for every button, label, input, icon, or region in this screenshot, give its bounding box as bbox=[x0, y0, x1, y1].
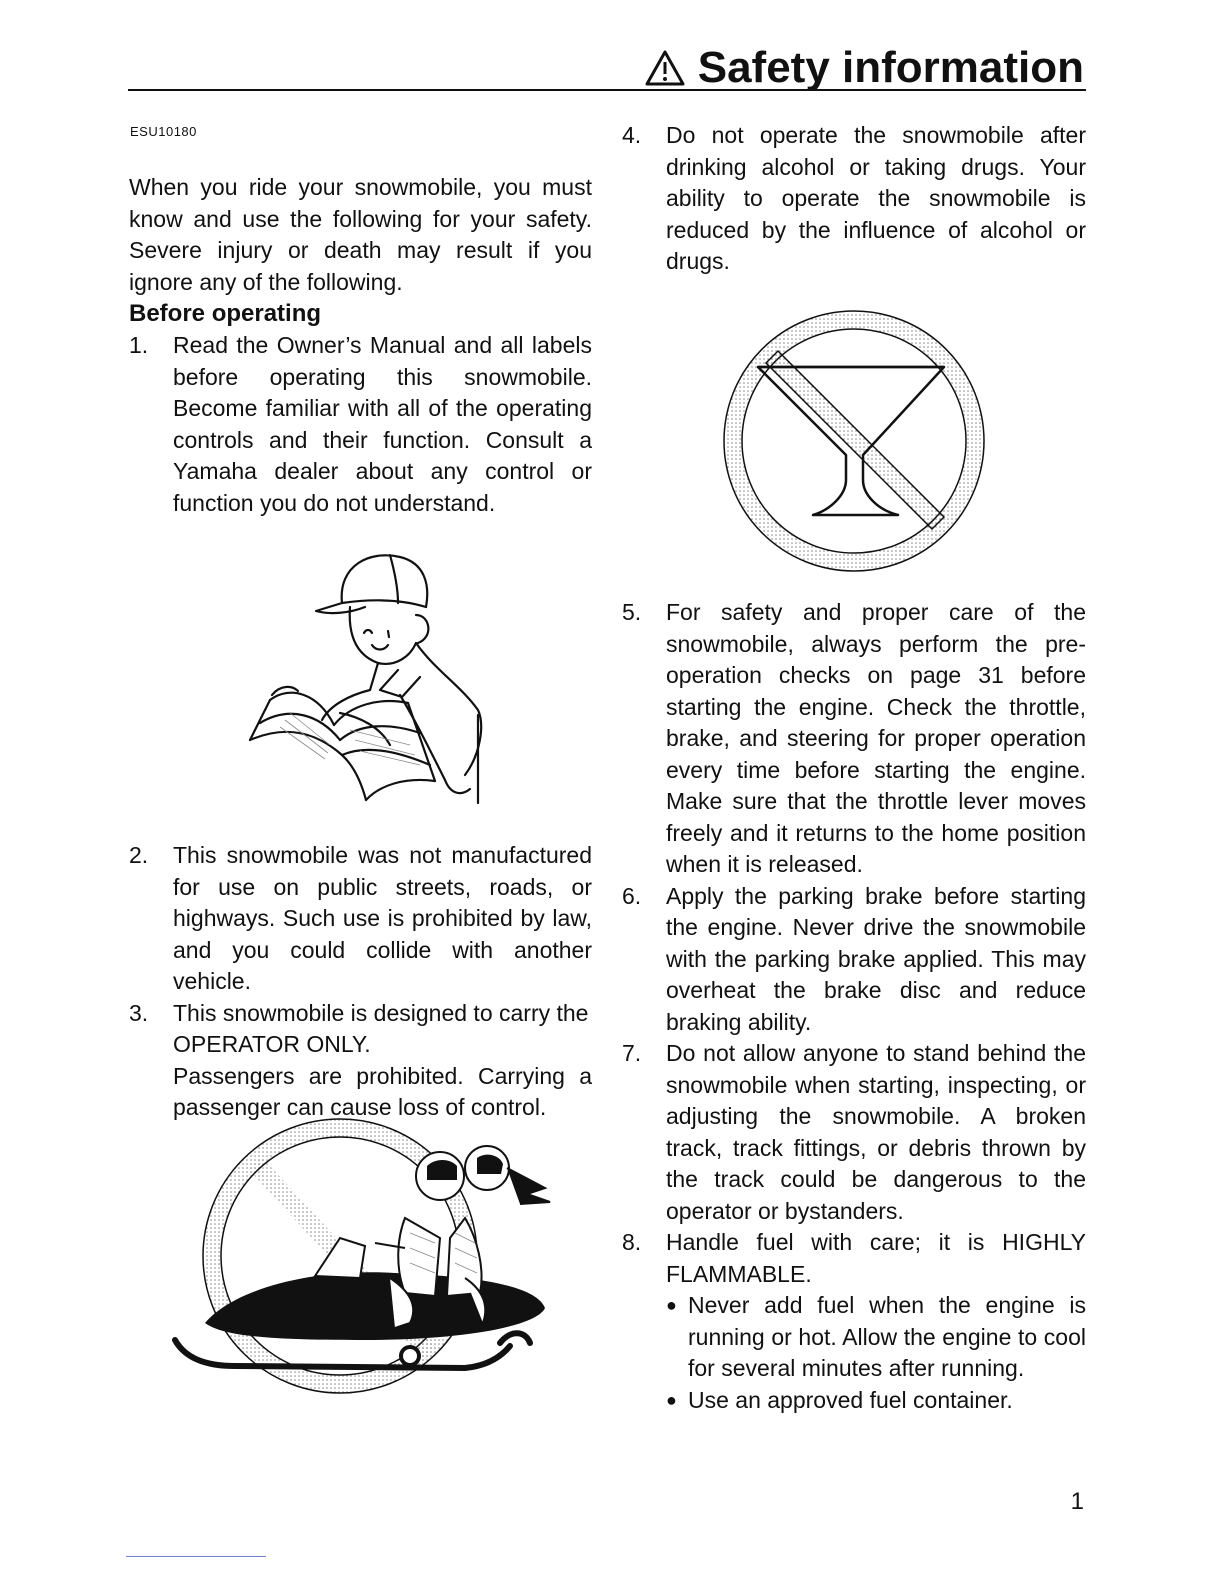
bullet-dot-icon: ● bbox=[666, 1295, 677, 1315]
item-text: Apply the parking brake before starting the engine. Never drive the snowmobile with the parking brake applied. This may overheat the brake disc and reduce braking ability. bbox=[666, 882, 1086, 1035]
item-text: Do not allow anyone to stand behind the snowmobile when starting, inspecting, or adjusting the snowmobile. A broken track, track fittings, or debris thrown by the track could be dangerous to the operator or bystanders. bbox=[666, 1040, 1086, 1224]
item-text: This snowmobile was not manufactured for use on public streets, roads, or highways. Such use is prohibited by law, and you could collide with another vehicle. bbox=[173, 842, 592, 994]
person-reading-manual-illustration bbox=[230, 545, 490, 810]
left-column-items bbox=[129, 840, 592, 1124]
item-number: 2. bbox=[129, 842, 149, 868]
item-number: 7. bbox=[622, 1040, 642, 1066]
list-item bbox=[129, 998, 592, 1124]
item-text-block bbox=[173, 998, 592, 1124]
item-text: Do not operate the snowmobile after drinking alcohol or taking drugs. Your ability to operate the snowmobile is reduced by the influence of alcohol or drugs. bbox=[666, 122, 1086, 274]
item-text-block bbox=[666, 1227, 1086, 1416]
warning-triangle-icon bbox=[644, 49, 686, 87]
item-text: This snowmobile is designed to carry the OPERATOR ONLY. bbox=[173, 999, 589, 1057]
document-code: ESU10180 bbox=[130, 124, 197, 139]
left-column-top bbox=[129, 172, 592, 519]
item-number: 5. bbox=[622, 599, 642, 625]
header-divider bbox=[128, 89, 1086, 91]
item-text-continued: Passengers are prohibited. Carrying a passenger can cause loss of control. bbox=[173, 1062, 592, 1120]
item-text: Read the Owner’s Manual and all labels before operating this snowmobile. Become familiar with all of the operating controls and their function. Consult a Yamaha dealer about any control or function you do not understand. bbox=[173, 332, 592, 516]
item-number: 8. bbox=[622, 1229, 642, 1255]
list-item bbox=[129, 840, 592, 998]
list-item bbox=[622, 1038, 1086, 1227]
bullet-item bbox=[666, 1290, 1086, 1385]
footer-divider bbox=[126, 1556, 266, 1557]
list-item bbox=[622, 597, 1086, 881]
item-number: 6. bbox=[622, 882, 642, 909]
no-passenger-sign-illustration bbox=[165, 1118, 555, 1398]
list-item bbox=[129, 330, 592, 519]
list-item bbox=[622, 1227, 1086, 1416]
section-heading: Before operating bbox=[129, 300, 322, 327]
item-text: Handle fuel with care; it is HIGHLY FLAMMABLE. bbox=[666, 1229, 1086, 1287]
item-text: For safety and proper care of the snowmobile, always perform the pre-operation checks on page 31 before starting the engine. Check the throttle, brake, and steering for proper operation every time before starting the engine. Make sure that the throttle lever moves freely and it returns to the home position when it is released. bbox=[666, 599, 1086, 877]
bullet-text: Never add fuel when the engine is running or hot. Allow the engine to cool for several minutes after running. bbox=[688, 1292, 1086, 1381]
bullet-dot-icon: ● bbox=[666, 1389, 677, 1410]
intro-paragraph: When you ride your snowmobile, you must know and use the following for your safety. Severe injury or death may result if you ignore any of the following. bbox=[129, 174, 592, 295]
item-number: 3. bbox=[129, 999, 149, 1026]
page-number: 1 bbox=[1070, 1488, 1084, 1515]
item-number: 1. bbox=[129, 332, 149, 358]
bullet-text: Use an approved fuel container. bbox=[688, 1386, 1013, 1413]
bullet-item bbox=[666, 1385, 1086, 1417]
page-title-text: Safety information bbox=[697, 43, 1084, 92]
list-item bbox=[622, 120, 1086, 278]
page-title bbox=[644, 40, 1084, 96]
right-column-items bbox=[622, 597, 1086, 1416]
right-column-top bbox=[622, 120, 1086, 278]
list-item bbox=[622, 881, 1086, 1039]
item-number: 4. bbox=[622, 122, 642, 148]
no-alcohol-sign-illustration bbox=[718, 305, 990, 577]
